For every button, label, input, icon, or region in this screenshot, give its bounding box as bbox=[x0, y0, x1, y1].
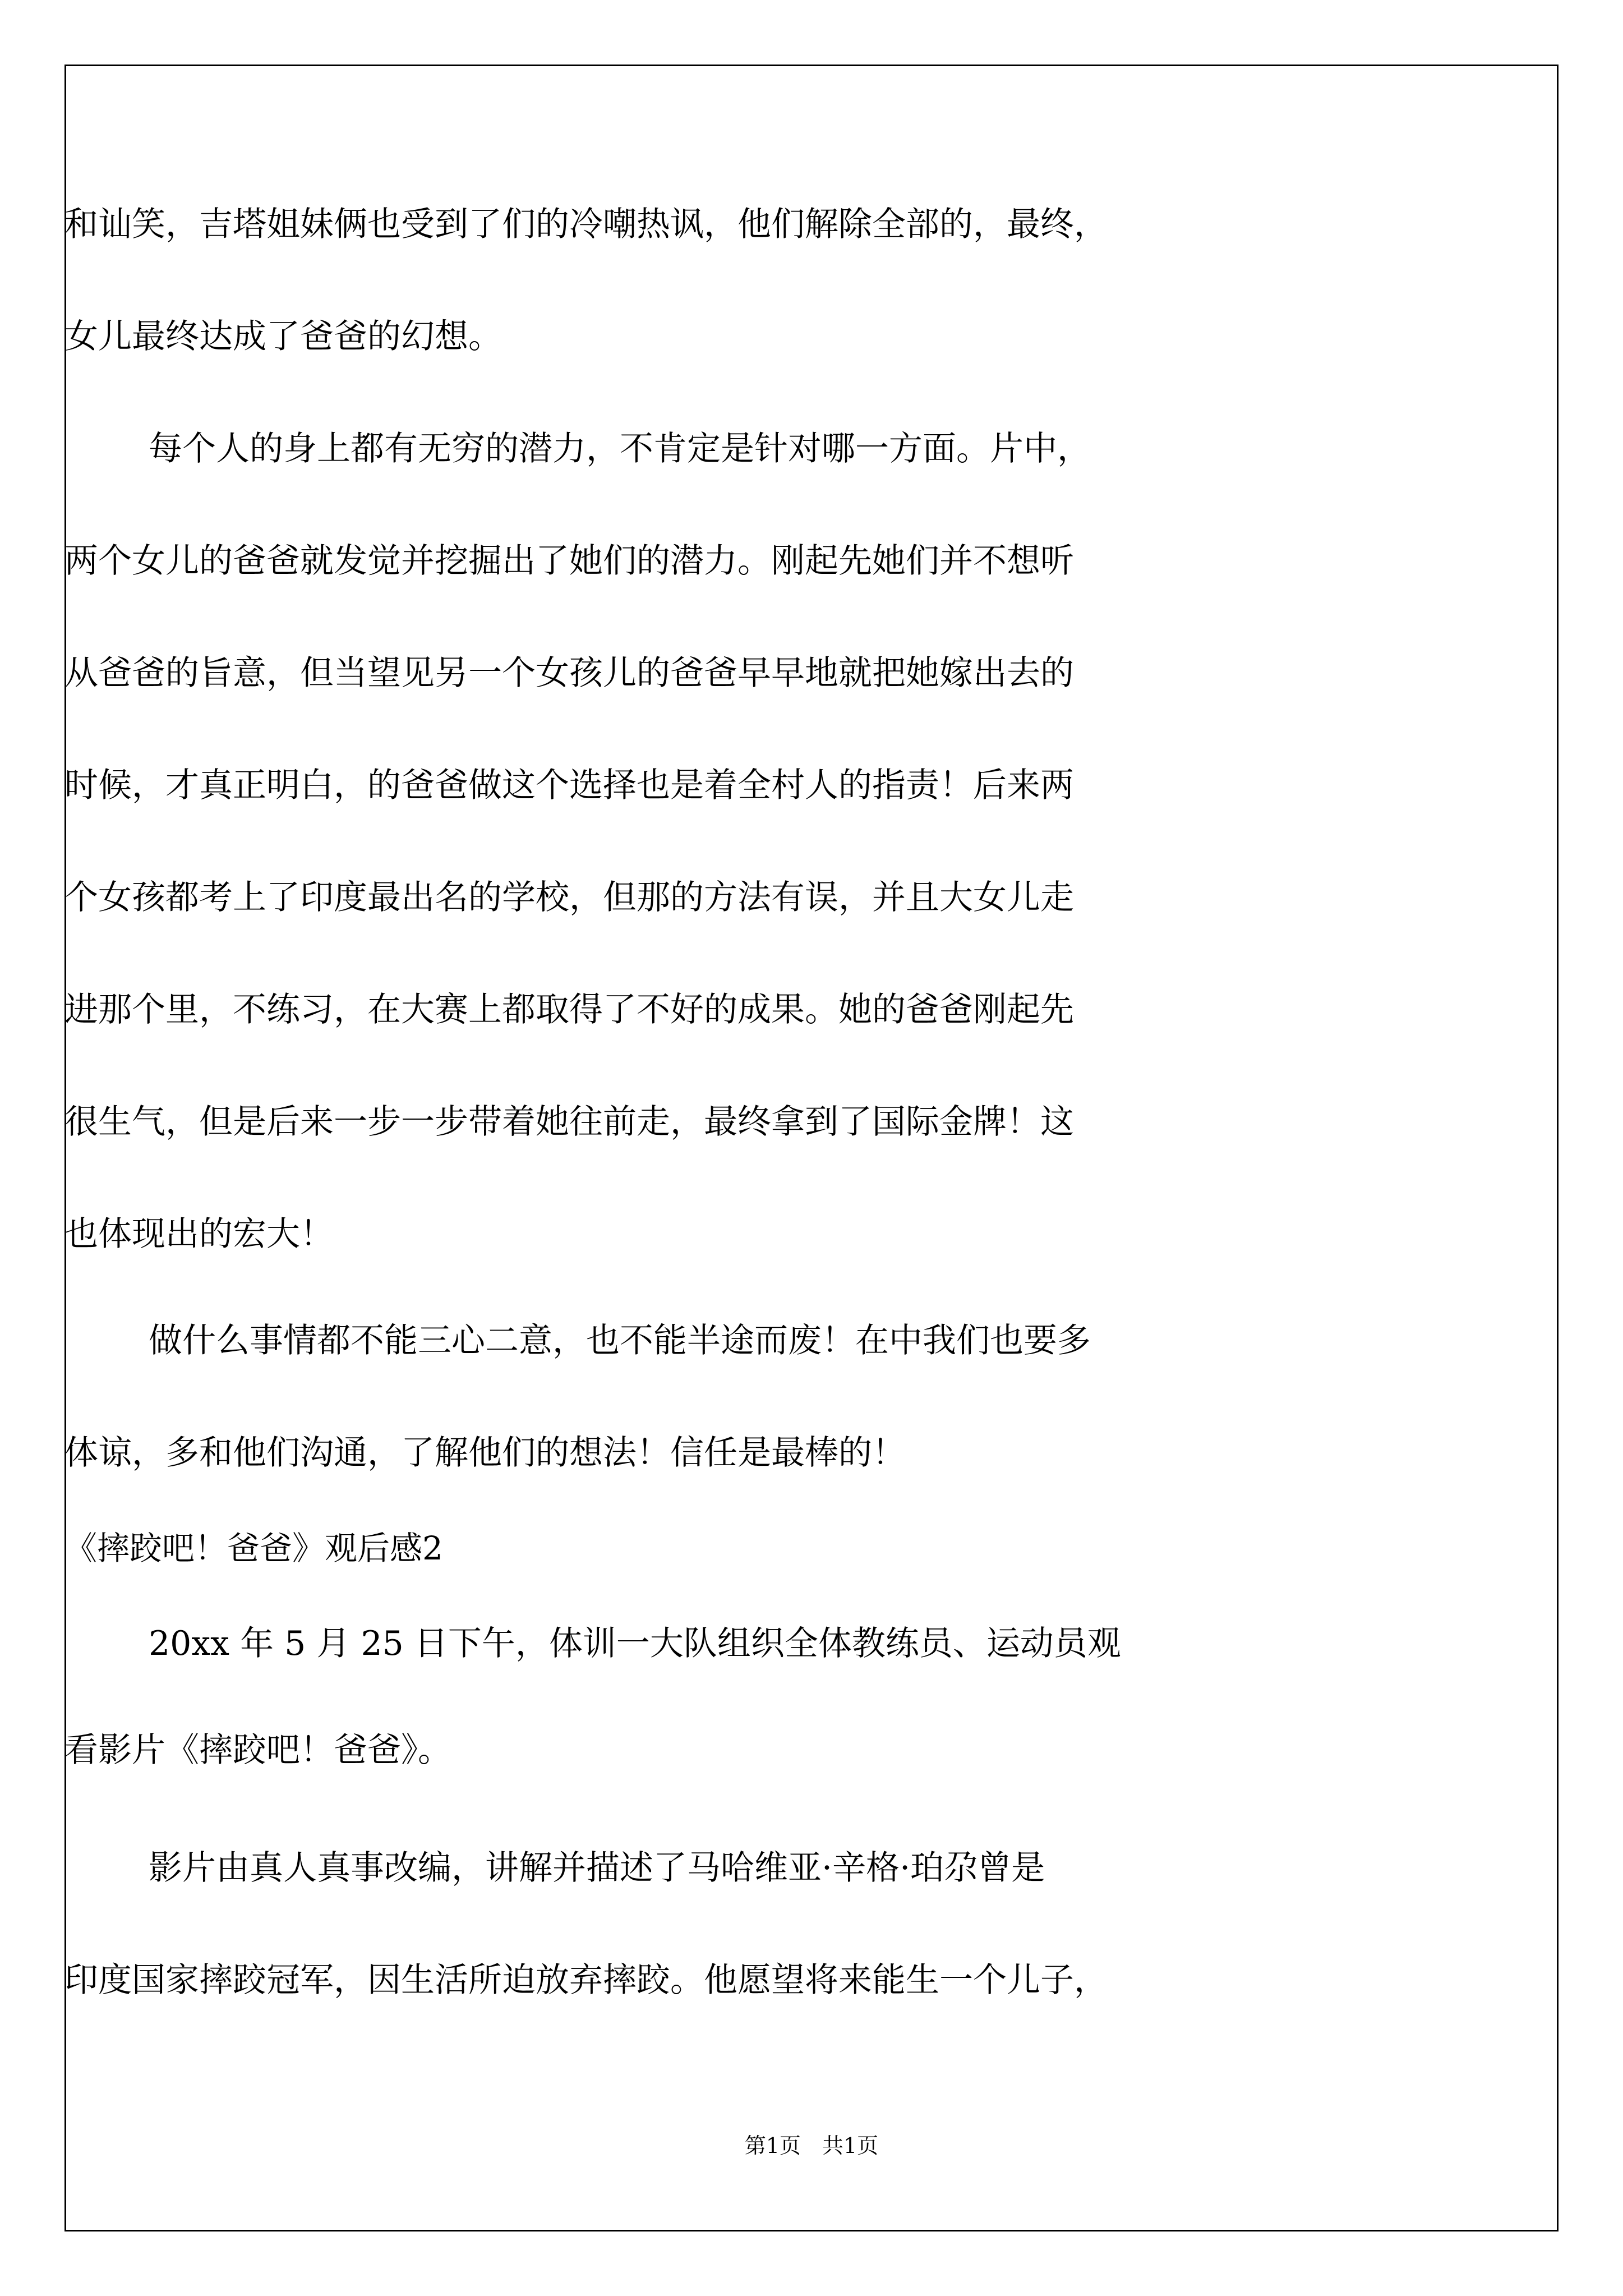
paragraph-line: 印度国家摔跤冠军，因生活所迫放弃摔跤。他愿望将来能生一个儿子， bbox=[64, 1961, 1108, 2000]
paragraph-line: 体谅，多和他们沟通，了解他们的想法！信任是最棒的！ bbox=[64, 1433, 906, 1473]
paragraph-line: 做什么事情都不能三心二意，也不能半途而废！在中我们也要多 bbox=[149, 1321, 1091, 1360]
paragraph-line: 从爸爸的旨意，但当望见另一个女孩儿的爸爸早早地就把她嫁出去的 bbox=[64, 654, 1074, 693]
paragraph-line: 和讪笑，吉塔姐妹俩也受到了们的冷嘲热讽，他们解除全部的，最终， bbox=[64, 205, 1108, 244]
section-heading: 《摔跤吧！爸爸》观后感2 bbox=[64, 1529, 443, 1567]
paragraph-line: 20xx 年 5 月 25 日下午，体训一大队组织全体教练员、运动员观 bbox=[149, 1624, 1121, 1663]
paragraph-line: 影片由真人真事改编，讲解并描述了马哈维亚·辛格·珀尕曾是 bbox=[149, 1848, 1045, 1888]
paragraph-line: 每个人的身上都有无穷的潜力，不肯定是针对哪一方面。片中， bbox=[149, 429, 1091, 468]
paragraph-line: 时候，才真正明白，的爸爸做这个选择也是着全村人的指责！后来两 bbox=[64, 766, 1074, 805]
paragraph-line: 两个女儿的爸爸就发觉并挖掘出了她们的潜力。刚起先她们并不想听 bbox=[64, 541, 1074, 581]
page-border bbox=[64, 65, 1559, 2231]
paragraph-line: 看影片《摔跤吧！爸爸》。 bbox=[64, 1731, 451, 1770]
paragraph-line: 也体现出的宏大！ bbox=[64, 1214, 334, 1254]
paragraph-line: 进那个里，不练习，在大赛上都取得了不好的成果。她的爸爸刚起先 bbox=[64, 990, 1074, 1029]
paragraph-line: 很生气，但是后来一步一步带着她往前走，最终拿到了国际金牌！这 bbox=[64, 1102, 1074, 1142]
paragraph-line: 女儿最终达成了爸爸的幻想。 bbox=[64, 317, 502, 356]
paragraph-line: 个女孩都考上了印度最出名的学校，但那的方法有误，并且大女儿走 bbox=[64, 878, 1074, 917]
page-number-footer: 第1页 共1页 bbox=[744, 2133, 879, 2158]
